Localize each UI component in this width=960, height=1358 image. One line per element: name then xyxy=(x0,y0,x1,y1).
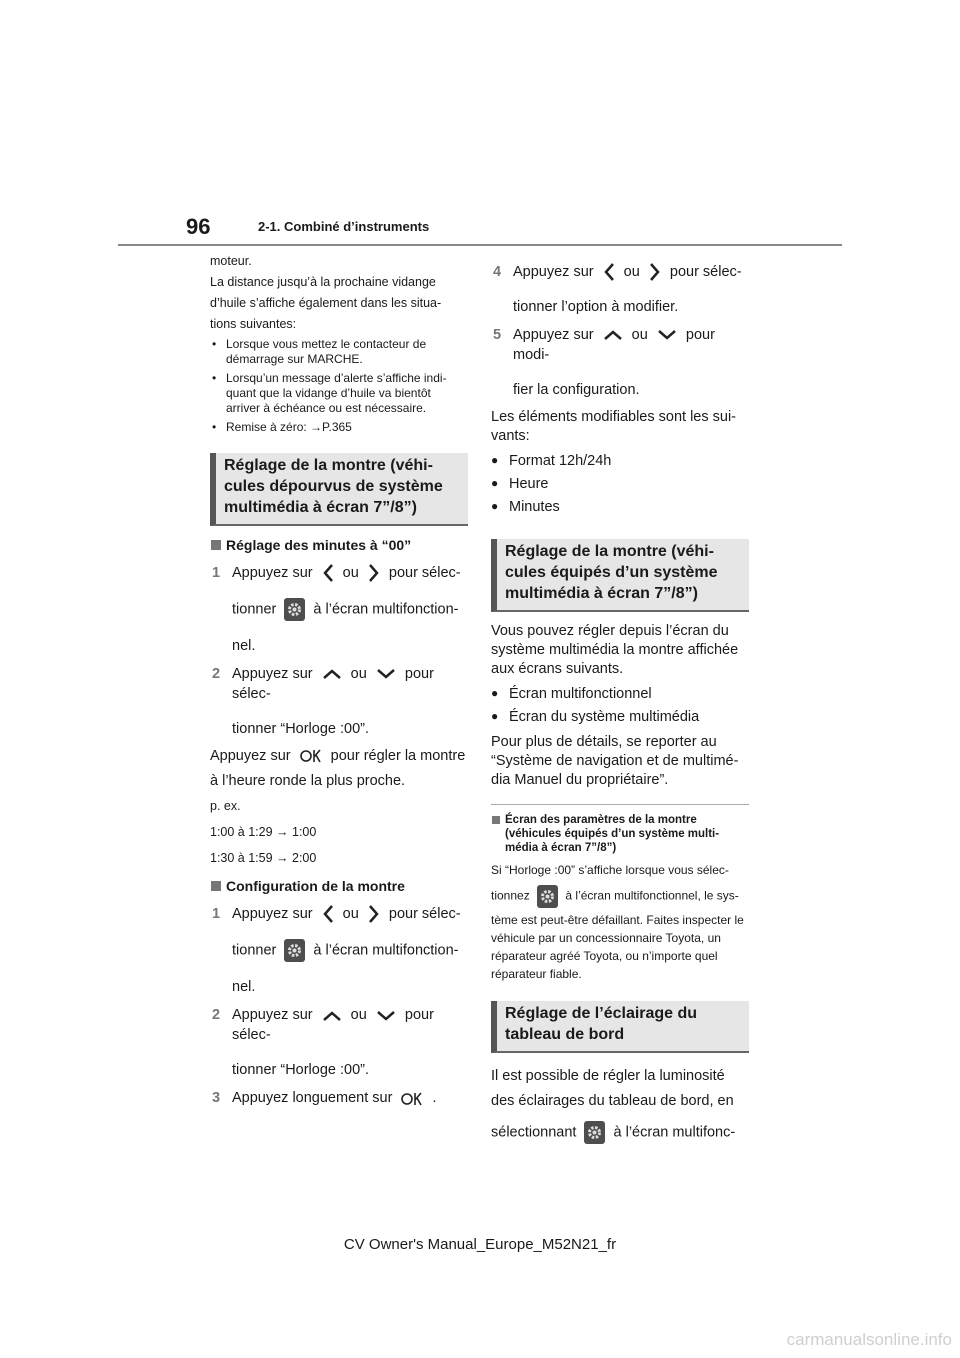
chevron-right-icon xyxy=(368,563,380,583)
text: tionnez xyxy=(491,888,530,903)
list-item: • Lorsque vous mettez le contacteur de démarrage sur MARCHE. xyxy=(210,337,468,367)
subheading-minutes: Réglage des minutes à “00” xyxy=(210,536,468,555)
list-item: ● Écran multifonctionnel xyxy=(491,685,749,704)
note-line: Si “Horloge :00” s’affiche lorsque vous sélec- xyxy=(491,863,729,878)
config-step-2 xyxy=(210,1005,468,1080)
step-text: . xyxy=(432,1090,437,1107)
step-text: Appuyez sur xyxy=(513,327,594,344)
right-column xyxy=(491,262,749,1150)
note-line xyxy=(491,885,749,908)
step-text: pour sélec- xyxy=(232,666,434,703)
multimedia-paragraph: Vous pouvez régler depuis l’écran du système multimédia la montre affichée aux écrans suivants. xyxy=(491,623,739,678)
step-text: tionner xyxy=(232,601,277,618)
page-number: 96 xyxy=(186,214,211,239)
ok-icon xyxy=(401,1091,423,1107)
step-text: pour sélec- xyxy=(388,906,461,923)
divider xyxy=(491,804,749,805)
step-text: nel. xyxy=(232,979,256,996)
step-text: Appuyez longuement sur xyxy=(232,1090,393,1107)
header-rule xyxy=(118,244,842,246)
step-number: 1 xyxy=(212,906,221,923)
editable-intro: Les éléments modifiables sont les sui-vants: xyxy=(491,409,737,445)
step-number: 2 xyxy=(212,666,221,683)
step-1 xyxy=(210,563,468,656)
chevron-down-icon xyxy=(657,329,677,341)
config-step-3 xyxy=(210,1088,468,1108)
step-text: fier la configuration. xyxy=(513,382,640,399)
step-text: tionner “Horloge :00”. xyxy=(232,721,370,738)
step-text: Appuyez sur xyxy=(232,1007,313,1024)
ok-icon xyxy=(300,748,322,764)
text: à l’écran multifonctionnel, le sys- xyxy=(565,888,739,903)
example-line: 1:30 à 1:59 → 2:00 xyxy=(210,851,317,866)
step-4 xyxy=(491,262,749,317)
heading-clock-no-multimedia: Réglage de la montre (véhi-cules dépourvus de système multimédia à écran 7”/8”) xyxy=(210,453,468,526)
step-text: ou xyxy=(342,565,359,581)
chevron-right-icon xyxy=(368,904,380,924)
step-number: 3 xyxy=(212,1090,221,1107)
chevron-up-icon xyxy=(322,668,342,680)
example-line: 1:00 à 1:29 → 1:00 xyxy=(210,825,317,840)
intro-line: tions suivantes: xyxy=(210,317,297,331)
step-text: Appuyez sur xyxy=(232,666,313,683)
step-text: ou xyxy=(342,906,359,923)
ok-paragraph xyxy=(210,747,468,766)
step-text: Appuyez sur xyxy=(232,906,313,923)
lighting-line xyxy=(491,1121,749,1144)
step-text: pour modi- xyxy=(513,327,715,364)
chevron-left-icon xyxy=(322,904,334,924)
heading-dashboard-lighting: Réglage de l’éclairage du tableau de bord xyxy=(491,1001,749,1053)
lighting-line: Il est possible de régler la luminosité xyxy=(491,1068,725,1085)
step-number: 1 xyxy=(212,565,221,581)
section-title: 2-1. Combiné d’instruments xyxy=(258,219,430,234)
intro-line: moteur. xyxy=(210,254,252,268)
text: à l’écran multifonc- xyxy=(613,1124,736,1141)
step-text: tionner l’option à modifier. xyxy=(513,299,679,316)
step-text: tionner “Horloge :00”. xyxy=(232,1062,370,1079)
chevron-left-icon xyxy=(603,262,615,282)
list-item: ● Minutes xyxy=(491,498,749,517)
chevron-left-icon xyxy=(322,563,334,583)
step-number: 4 xyxy=(493,264,502,280)
ok-paragraph-2: à l’heure ronde la plus proche. xyxy=(210,773,406,790)
step-number: 2 xyxy=(212,1007,221,1024)
chevron-down-icon xyxy=(376,1010,396,1022)
list-item: ● Format 12h/24h xyxy=(491,452,749,471)
step-2 xyxy=(210,664,468,739)
subheading-config: Configuration de la montre xyxy=(210,877,468,896)
chevron-up-icon xyxy=(322,1010,342,1022)
list-item: ● Écran du système multimédia xyxy=(491,708,749,727)
details-paragraph: Pour plus de détails, se reporter au “Système de navigation et de multimé-dia Manuel du propriétaire”. xyxy=(491,734,739,789)
list-item: • Remise à zéro: →P.365 xyxy=(210,420,468,435)
subheading-settings-screen: Écran des paramètres de la montre (véhicules équipés d’un système multi-média à écran 7”/8”) xyxy=(491,813,749,855)
step-text: ou xyxy=(350,666,367,683)
step-5 xyxy=(491,325,749,400)
intro-line: La distance jusqu’à la prochaine vidange xyxy=(210,275,436,289)
text: pour régler la montre xyxy=(330,748,466,765)
config-step-1 xyxy=(210,904,468,997)
step-text: ou xyxy=(350,1007,367,1024)
settings-gear-icon xyxy=(584,1121,605,1144)
step-text: à l’écran multifonction- xyxy=(313,601,459,618)
settings-gear-icon xyxy=(284,598,305,621)
step-text: tionner xyxy=(232,942,277,959)
step-text: nel. xyxy=(232,638,256,655)
lighting-line: des éclairages du tableau de bord, en xyxy=(491,1093,734,1110)
step-text: ou xyxy=(631,327,648,344)
heading-clock-multimedia: Réglage de la montre (véhi-cules équipés d’un système multimédia à écran 7”/8”) xyxy=(491,539,749,612)
chevron-up-icon xyxy=(603,329,623,341)
step-text: pour sélec- xyxy=(388,565,461,581)
chevron-down-icon xyxy=(376,668,396,680)
text: Appuyez sur xyxy=(210,748,291,765)
chevron-right-icon xyxy=(649,262,661,282)
step-text: à l’écran multifonction- xyxy=(313,942,459,959)
step-text: pour sélec- xyxy=(232,1007,434,1044)
step-text: ou xyxy=(623,264,640,280)
settings-gear-icon xyxy=(537,885,558,908)
step-text: pour sélec- xyxy=(669,264,742,280)
intro-line: d’huile s’affiche également dans les situa- xyxy=(210,296,442,310)
footer-manual: CV Owner's Manual_Europe_M52N21_fr xyxy=(343,1236,617,1253)
note-line: tème est peut-être défaillant. Faites inspecter le véhicule par un concessionnaire Toyota, un réparateur agréé Toyota, ou n’importe quel réparateur fiable. xyxy=(491,913,744,982)
left-column xyxy=(210,250,468,1116)
step-number: 5 xyxy=(493,327,502,344)
list-item: • Lorsqu’un message d’alerte s’affiche indi-quant que la vidange d’huile va bientôt arriver à échéance ou est nécessaire. xyxy=(210,371,468,416)
list-item: ● Heure xyxy=(491,475,749,494)
settings-gear-icon xyxy=(284,939,305,962)
step-text: Appuyez sur xyxy=(232,565,313,581)
step-text: Appuyez sur xyxy=(513,264,594,280)
watermark: carmanualsonline.info xyxy=(786,1330,952,1349)
text: sélectionnant xyxy=(491,1124,577,1141)
example-label: p. ex. xyxy=(210,799,241,814)
